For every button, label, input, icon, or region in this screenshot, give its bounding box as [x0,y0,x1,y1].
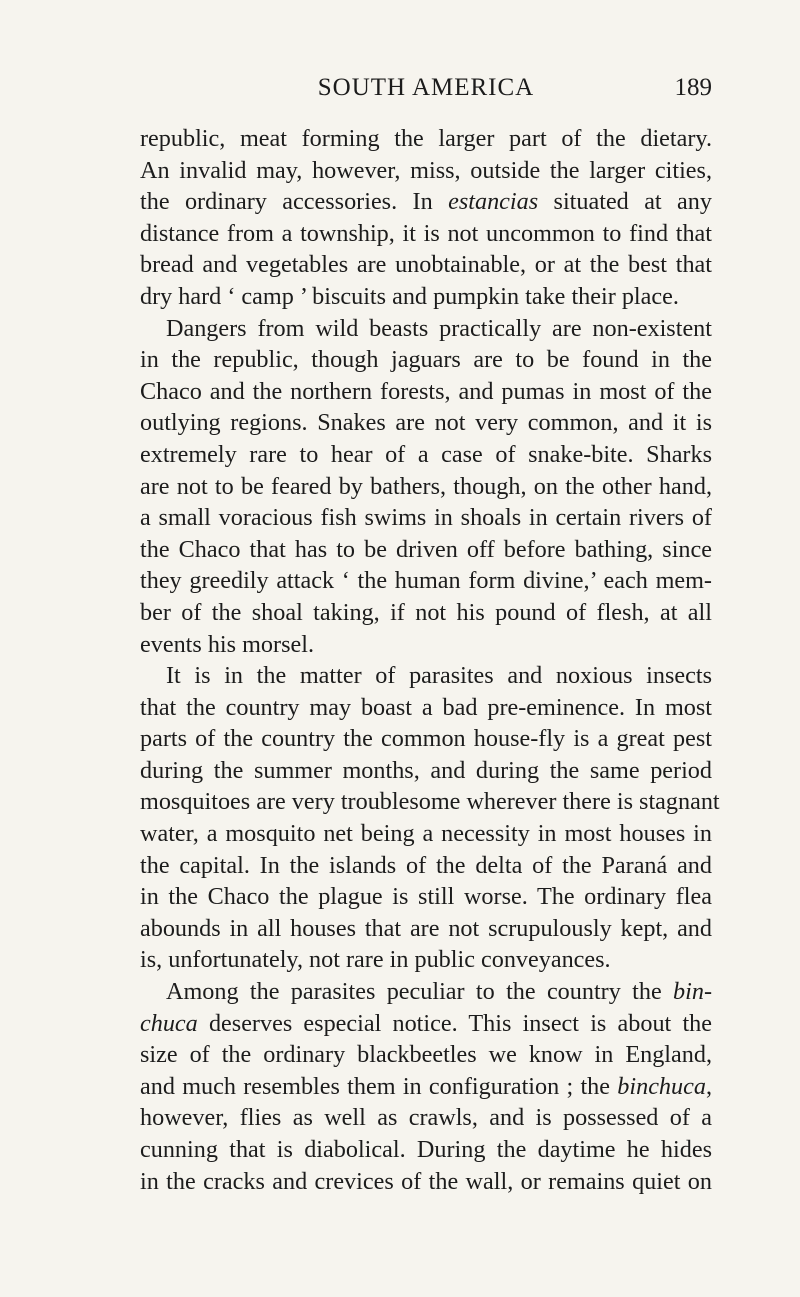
text-line: is, unfortunately, not rare in public conveyances. [140,946,611,974]
text-line: ber of the shoal taking, if not his pound of flesh, at all [140,598,712,626]
text-line: outlying regions. Snakes are not very common, and it is [140,409,712,437]
text-line: cunning that is diabolical. During the daytime he hides [140,1136,712,1163]
text-line: in the Chaco the plague is still worse. The ordinary flea [140,883,712,911]
text-line: chuca deserves especial notice. This insect is about the [140,1009,712,1037]
text-line: are not to be feared by bathers, though, on the other hand, [140,472,712,500]
text-line: events his morsel. [140,630,314,658]
text-line: during the summer months, and during the same period [140,756,712,784]
text-line: size of the ordinary blackbeetles we know in England, [140,1041,712,1069]
text-line: republic, meat forming the larger part of the dietary. [140,125,712,152]
text-line: mosquitoes are very troublesome wherever there is stagnant [140,788,720,816]
text-line: distance from a township, it is not uncommon to find that [140,219,712,247]
running-title: SOUTH AMERICA [317,74,535,101]
text-line: extremely rare to hear of a case of snake-bite. Sharks [140,440,712,468]
text-line: abounds in all houses that are not scrupulously kept, and [140,914,712,942]
text-line: parts of the country the common house-fly is a great pest [140,725,712,753]
text-line: the ordinary accessories. In estancias situated at any [140,188,712,216]
text-line: It is in the matter of parasites and noxious insects [166,662,712,690]
text-line: that the country may boast a bad pre-eminence. In most [140,693,712,721]
text-line: dry hard ‘ camp ’ biscuits and pumpkin take their place. [140,282,679,310]
text-line: the capital. In the islands of the delta of the Paraná and [140,851,712,879]
text-line: however, flies as well as crawls, and is possessed of a [140,1104,712,1132]
text-line: they greedily attack ‘ the human form divine,’ each mem- [140,567,712,595]
text-line: and much resembles them in configuration ; the binchuca, [140,1072,712,1100]
text-line: water, a mosquito net being a necessity in most houses in [140,820,712,848]
text-line: in the cracks and crevices of the wall, or remains quiet on [140,1167,712,1195]
text-line: Dangers from wild beasts practically are non-existent [166,314,712,342]
text-line: a small voracious fish swims in shoals in certain rivers of [140,504,712,532]
page-number: 189 [674,74,712,101]
body-text [140,123,720,1197]
running-head [140,74,712,108]
text-line: An invalid may, however, miss, outside the larger cities, [140,156,712,184]
text-line: the Chaco that has to be driven off before bathing, since [140,535,712,563]
text-line: Chaco and the northern forests, and pumas in most of the [140,377,712,405]
text-line: Among the parasites peculiar to the country the bin- [166,978,712,1006]
text-line: in the republic, though jaguars are to be found in the [140,346,712,374]
text-line: bread and vegetables are unobtainable, or at the best that [140,251,712,279]
